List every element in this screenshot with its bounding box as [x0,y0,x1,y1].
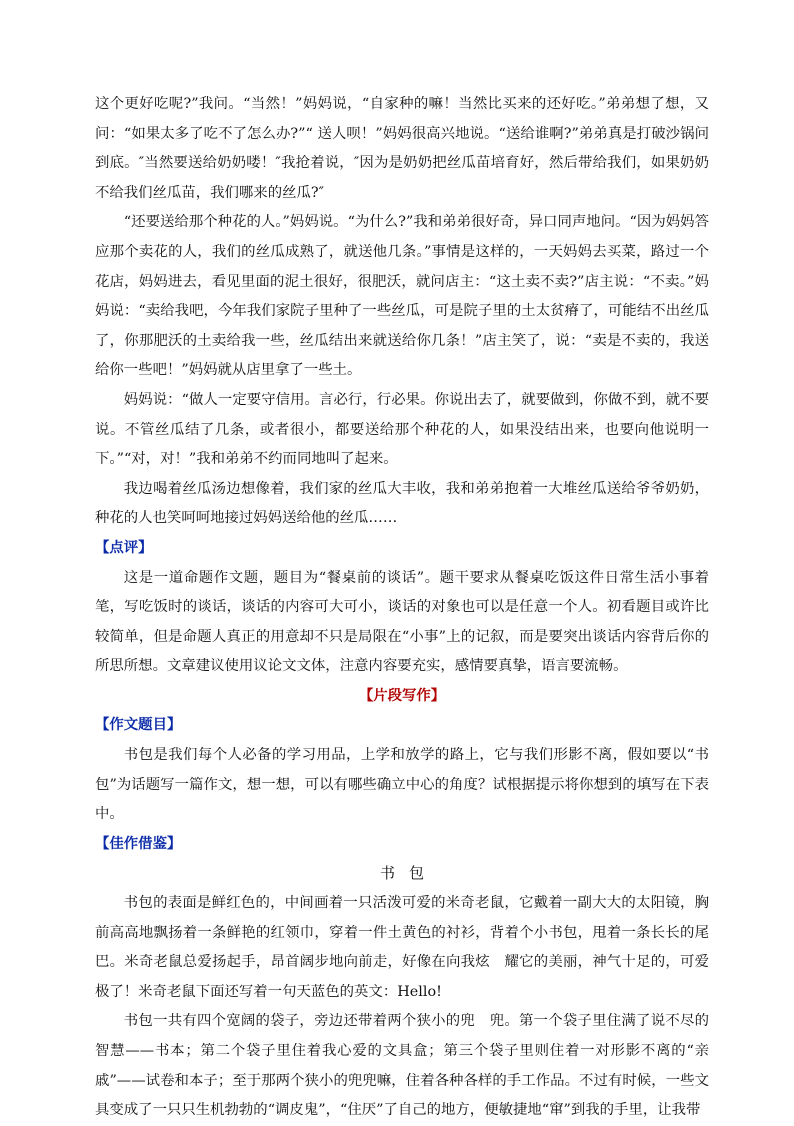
topic-paragraph: 书包是我们每个人必备的学习用品，上学和放学的路上，它与我们形影不离，假如要以“书包”为话题写一篇作文，想一想，可以有哪些确立中心的角度？试根据提示将你想到的填写在下表中。 [95,747,709,823]
section-heading-essay-topic: 【作文题目】 [95,717,182,734]
story-paragraph-2: “还要送给那个种花的人。”妈妈说。“为什么?”我和弟弟很好奇，异口同声地问。“因为妈妈答应那个卖花的人，我们的丝瓜成熟了，就送他几条。”事情是这样的，一天妈妈去买菜，路过一个花店，妈妈进去，看见里面的泥土很好，很肥沃，就问店主：“这土卖不卖?”店主说：“不卖。”妈妈说：“卖给我吧，今年我们家院子里种了一些丝瓜，可是院子里的土太贫瘠了，可能结不出丝瓜了，你那肥沃的土卖给我一些，丝瓜结出来就送给你几条！”店主笑了，说：“卖是不卖的，我送给你一些吧！”妈妈就从店里拿了一些土。 [95,214,709,379]
essay-paragraph-1: 书包的表面是鲜红色的，中间画着一只活泼可爱的米奇老鼠，它戴着一副大大的太阳镜，胸前高高地飘扬着一条鲜艳的红领巾，穿着一件土黄色的衬衫，背着个小书包，甩着一条长长的尾巴。米奇老鼠总爱扬起手，昂首阔步地向前走，好像在向我炫 耀它的美丽，神气十足的，可爱极了！米奇老鼠下面还写着一句天蓝色的英文：Hello! [95,895,709,1000]
story-paragraph-3: 妈妈说：“做人一定要守信用。言必行，行必果。你说出去了，就要做到，你做不到，就不要说。不管丝瓜结了几条，或者很小，都要送给那个种花的人，如果没结出来，也要向他说明一下。”“对，对！”我和弟弟不约而同地叫了起来。 [95,391,709,468]
document-page [95,90,709,1126]
essay-title: 书包 [379,864,438,883]
comment-paragraph: 这是一道命题作文题，题目为“餐桌前的谈话”。题干要求从餐桌吃饭这件日常生活小事着笔，写吃饭时的谈话，谈话的内容可大可小，谈话的对象也可以是任意一个人。初看题目或许比较简单，但是命题人真正的用意却不只是局限在“小事”上的记叙，而是要突出谈话内容背后你的所思所想。文章建议使用议论文文体，注意内容要充实，感情要真挚，语言要流畅。 [95,569,709,675]
story-paragraph-4: 我边喝着丝瓜汤边想像着，我们家的丝瓜大丰收，我和弟弟抱着一大堆丝瓜送给爷爷奶奶，种花的人也笑呵呵地接过妈妈送给他的丝瓜…… [95,480,709,527]
section-heading-comment: 【点评】 [95,539,153,556]
story-paragraph-1: 这个更好吃呢?”我问。“当然！”妈妈说，“自家种的嘛！当然比买来的还好吃。”弟弟想了想，又问：“如果太多了吃不了怎么办?”“ 送人呗！”妈妈很高兴地说。“送给谁啊?”弟弟真是打破沙锅问到底。″当然要送给奶奶喽！″我抢着说，″因为是奶奶把丝瓜苗培育好，然后带给我们，如果奶奶不给我们丝瓜苗，我们哪来的丝瓜?″ [95,96,709,201]
essay-paragraph-2: 书包一共有四个宽阔的袋子，旁边还带着两个狭小的兜 兜。第一个袋子里住满了说不尽的智慧——书本；第二个袋子里住着我心爱的文具盒；第三个袋子里则住着一对形影不离的“亲戚”——试卷和本子；至于那两个狭小的兜兜嘛，住着各种各样的手工作品。不过有时候，一些文具变成了一只只生机勃勃的“调皮鬼”，“住厌”了自己的地方，便敏捷地“窜”到我的手里，让我带 [95,1013,709,1119]
section-heading-fragment-writing: 【片段写作】 [358,687,446,704]
section-heading-model-essay: 【佳作借鉴】 [95,835,182,852]
